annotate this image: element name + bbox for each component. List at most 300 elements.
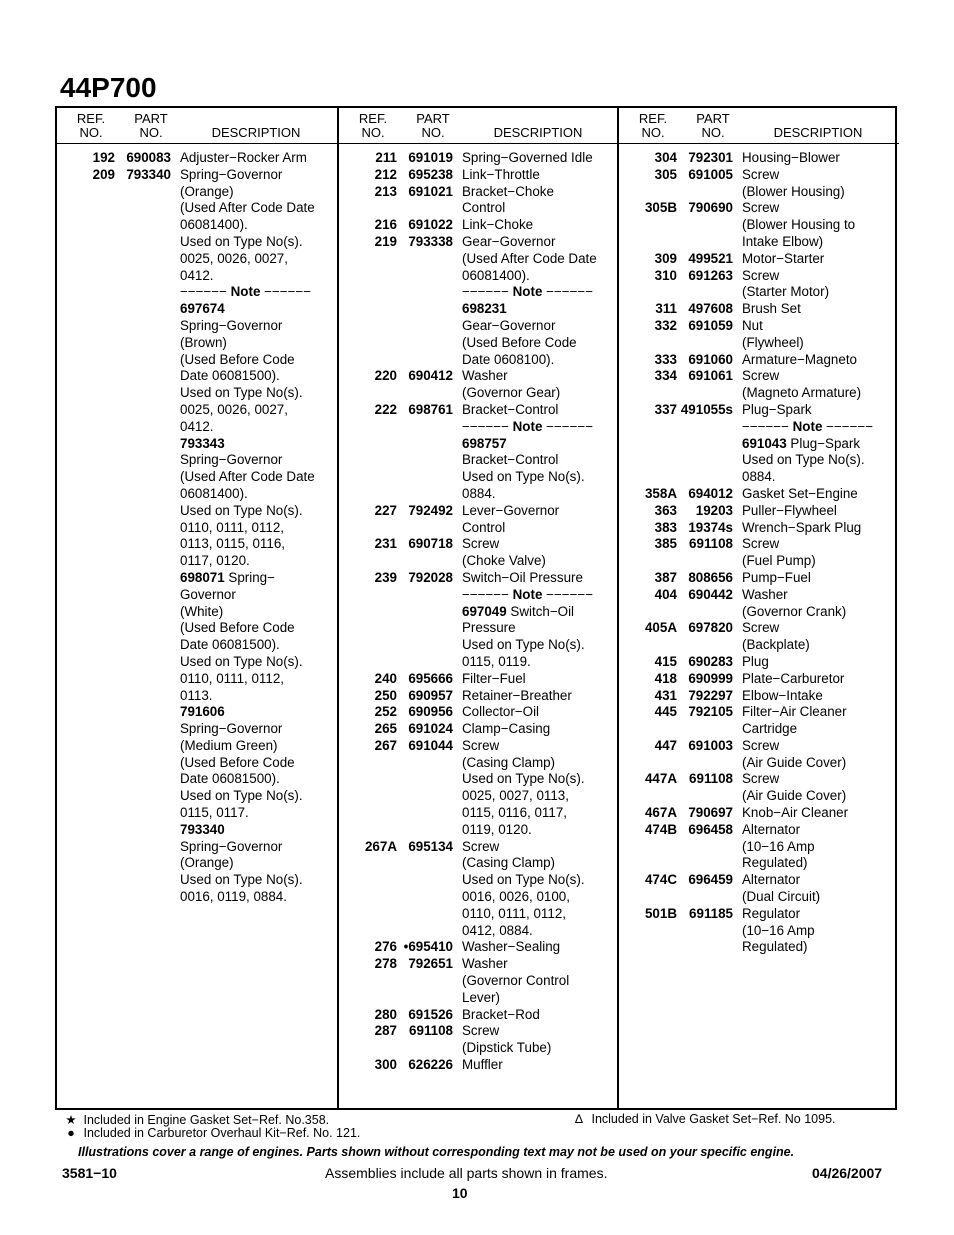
part-description xyxy=(742,368,897,402)
part-row xyxy=(619,906,899,956)
description-line: Used on Type No(s). xyxy=(462,469,585,485)
description-line: (Used After Code Date xyxy=(180,469,315,485)
part-number: 695134 xyxy=(408,838,453,854)
description-line: 0115, 0117. xyxy=(180,805,249,821)
description-line: Puller−Flywheel xyxy=(742,502,837,518)
description-line: 691043 Plug−Spark xyxy=(742,435,861,451)
footnote-text: Included in Valve Gasket Set−Ref. No 1095. xyxy=(591,1112,836,1126)
part-number: 695238 xyxy=(408,166,453,182)
part-description xyxy=(462,503,617,537)
parts-rows xyxy=(57,150,337,906)
ref-number: 363 xyxy=(654,502,677,518)
description-line: Screw xyxy=(462,737,500,753)
description-line: Housing−Blower xyxy=(742,150,840,165)
part-row xyxy=(339,839,619,940)
description-line: Used on Type No(s). xyxy=(180,502,303,518)
part-number: 691019 xyxy=(408,150,453,165)
ref-number: 385 xyxy=(654,536,677,552)
ref-number: 358A xyxy=(644,485,677,501)
part-description xyxy=(180,150,335,167)
description-line: Lever) xyxy=(462,989,500,1005)
part-row xyxy=(339,234,619,368)
part-number: 499521 xyxy=(688,250,733,266)
part-row xyxy=(619,503,899,520)
part-description xyxy=(462,839,617,940)
part-row xyxy=(619,704,899,738)
column-header xyxy=(619,108,899,144)
ref-number: 445 xyxy=(654,704,677,720)
part-number: 690083 xyxy=(126,150,171,165)
part-number: 792028 xyxy=(408,569,453,585)
description-line: Bracket−Choke xyxy=(462,183,554,199)
description-line: Used on Type No(s). xyxy=(180,385,303,401)
part-number: 691005 xyxy=(688,166,733,182)
document-date: 04/26/2007 xyxy=(812,1165,883,1181)
part-description xyxy=(742,872,897,906)
description-line: 0119, 0120. xyxy=(462,821,532,837)
part-row xyxy=(619,268,899,302)
description-line: Knob−Air Cleaner xyxy=(742,805,849,821)
part-row xyxy=(619,654,899,671)
part-row xyxy=(339,671,619,688)
ref-number: 467A xyxy=(644,805,677,821)
part-description xyxy=(742,318,897,352)
part-description xyxy=(742,268,897,302)
description-line: Brush Set xyxy=(742,301,801,317)
description-line: Screw xyxy=(742,267,780,283)
description-line: 0110, 0111, 0112, xyxy=(180,519,284,535)
ref-number: 404 xyxy=(654,586,677,602)
description-line: Elbow−Intake xyxy=(742,687,823,703)
part-row xyxy=(339,368,619,402)
description-line: Screw xyxy=(742,368,780,384)
description-line: (Casing Clamp) xyxy=(462,855,556,871)
ref-number: 415 xyxy=(654,653,677,669)
part-number: 691059 xyxy=(688,317,733,333)
part-row xyxy=(619,872,899,906)
disclaimer: Illustrations cover a range of engines. Parts shown without corresponding text may not be used on your specific engine. xyxy=(78,1145,795,1159)
page-number: 10 xyxy=(452,1185,468,1201)
part-description xyxy=(742,906,897,956)
description-line: Control xyxy=(462,519,506,535)
part-number: 19374s xyxy=(688,519,733,535)
part-number: 691061 xyxy=(688,368,733,384)
description-line: (Air Guide Cover) xyxy=(742,754,847,770)
ref-number: 267A xyxy=(364,838,397,854)
part-description xyxy=(742,352,897,369)
description-line: Spring−Governed Idle xyxy=(462,150,593,165)
description-line: Switch−Oil Pressure xyxy=(462,569,583,585)
part-description xyxy=(462,1007,617,1024)
description-line: (Used Before Code xyxy=(180,351,295,367)
part-row xyxy=(619,318,899,352)
description-line: Regulated) xyxy=(742,855,808,871)
description-line: Plug−Spark xyxy=(742,401,812,417)
description-line: −−−−−− Note −−−−−− xyxy=(462,418,594,434)
description-line: Retainer−Breather xyxy=(462,687,572,703)
ref-number: 278 xyxy=(374,956,397,972)
part-row xyxy=(619,301,899,318)
parts-column-2 xyxy=(337,108,619,1108)
description-line: 06081400). xyxy=(462,267,530,283)
description-line: (Governor Control xyxy=(462,973,570,989)
description-line: Filter−Air Cleaner xyxy=(742,704,847,720)
part-description xyxy=(462,167,617,184)
description-line: Plate−Carburetor xyxy=(742,670,845,686)
part-description xyxy=(462,721,617,738)
description-line: Used on Type No(s). xyxy=(180,233,303,249)
ref-number: 227 xyxy=(374,502,397,518)
description-line: 0025, 0026, 0027, xyxy=(180,250,288,266)
part-row xyxy=(339,704,619,721)
description-line: Used on Type No(s). xyxy=(462,637,585,653)
part-number: 691022 xyxy=(408,217,453,233)
part-row xyxy=(339,536,619,570)
part-row xyxy=(619,536,899,570)
description-line: Intake Elbow) xyxy=(742,233,824,249)
part-row xyxy=(339,1007,619,1024)
description-line: 0025, 0027, 0113, xyxy=(462,788,569,804)
ref-number: 287 xyxy=(374,1023,397,1039)
description-line: Motor−Starter xyxy=(742,250,825,266)
description-line: 0884. xyxy=(462,485,496,501)
description-line: Regulator xyxy=(742,905,801,921)
part-row xyxy=(339,1057,619,1074)
part-row xyxy=(339,503,619,537)
description-line: 0412, 0884. xyxy=(462,922,533,938)
description-line: (Used Before Code xyxy=(462,334,577,350)
description-line: 698757 xyxy=(462,435,507,451)
part-description xyxy=(742,654,897,671)
description-line: (Backplate) xyxy=(742,637,810,653)
part-number: 691024 xyxy=(408,721,453,737)
part-description xyxy=(742,738,897,772)
description-line: (10−16 Amp xyxy=(742,838,815,854)
description-line: Armature−Magneto xyxy=(742,351,857,367)
parts-table xyxy=(55,106,897,1110)
description-line: Washer−Sealing xyxy=(462,939,561,955)
ref-number: 267 xyxy=(374,737,397,753)
description-line: Bracket−Rod xyxy=(462,1006,540,1022)
description-line: Regulated) xyxy=(742,939,808,955)
description-line: Screw xyxy=(742,620,780,636)
part-number: 691526 xyxy=(408,1006,453,1022)
part-description xyxy=(742,536,897,570)
parts-column-3 xyxy=(617,108,899,1108)
part-number: 694012 xyxy=(688,485,733,501)
description-line: Spring−Governor xyxy=(180,721,283,737)
part-number: 691108 xyxy=(689,771,733,787)
description-line: Link−Throttle xyxy=(462,166,540,182)
part-row xyxy=(57,150,337,167)
description-line: Screw xyxy=(462,536,500,552)
ref-number: 431 xyxy=(654,687,677,703)
description-line: Used on Type No(s). xyxy=(462,872,585,888)
ref-number: 474B xyxy=(644,821,677,837)
ref-number: 212 xyxy=(374,166,397,182)
description-line: (Blower Housing to xyxy=(742,217,856,233)
description-line: (Used Before Code xyxy=(180,754,295,770)
ref-number: 265 xyxy=(374,721,397,737)
part-number: 793340 xyxy=(126,166,171,182)
description-line: Link−Choke xyxy=(462,217,534,233)
ref-number: 219 xyxy=(374,233,397,249)
description-line: 06081400). xyxy=(180,217,248,233)
part-description xyxy=(462,1023,617,1057)
description-line: Spring−Governor xyxy=(180,452,283,468)
description-line: Collector−Oil xyxy=(462,704,540,720)
column-header xyxy=(339,108,619,144)
description-line: 06081400). xyxy=(180,485,248,501)
part-number: 698761 xyxy=(408,401,453,417)
part-description xyxy=(180,167,335,906)
document-number: 3581−10 xyxy=(62,1165,117,1181)
part-description xyxy=(742,251,897,268)
part-number: 792301 xyxy=(688,150,733,165)
description-line: −−−−−− Note −−−−−− xyxy=(462,284,594,300)
part-row xyxy=(619,150,899,167)
description-line: 791606 xyxy=(180,704,225,720)
part-number: 497608 xyxy=(688,301,733,317)
ref-number: 405A xyxy=(644,620,677,636)
part-row xyxy=(619,587,899,621)
part-description xyxy=(742,822,897,872)
description-line: Alternator xyxy=(742,872,801,888)
ref-number: 383 xyxy=(654,519,677,535)
part-description xyxy=(462,738,617,839)
part-number: 491055s xyxy=(680,401,733,417)
delta-symbol: ∆ xyxy=(575,1112,583,1126)
part-description xyxy=(742,520,897,537)
description-line: (Used Before Code xyxy=(180,620,295,636)
part-row xyxy=(339,184,619,218)
description-line: (Used After Code Date xyxy=(180,200,315,216)
part-row xyxy=(619,570,899,587)
part-description xyxy=(462,956,617,1006)
description-line: 0016, 0026, 0100, xyxy=(462,889,570,905)
description-line: Used on Type No(s). xyxy=(742,452,865,468)
part-number: 695666 xyxy=(408,670,453,686)
ref-number: 252 xyxy=(374,704,397,720)
ref-number: 333 xyxy=(654,351,677,367)
description-line: Gear−Governor xyxy=(462,317,556,333)
part-row xyxy=(619,520,899,537)
ref-number: 447 xyxy=(654,737,677,753)
ref-number: 337 xyxy=(654,401,677,417)
ref-no-header: REF. NO. xyxy=(638,111,668,140)
description-line: Bracket−Control xyxy=(462,401,559,417)
part-number: 691185 xyxy=(689,905,733,921)
description-line: Date 06081500). xyxy=(180,771,280,787)
ref-number: 250 xyxy=(374,687,397,703)
part-number: 696458 xyxy=(688,821,733,837)
part-number: 790697 xyxy=(688,805,733,821)
description-line: 0117, 0120. xyxy=(180,553,250,569)
ref-number: 209 xyxy=(92,166,115,182)
ref-number: 310 xyxy=(654,267,677,283)
part-number: 792297 xyxy=(688,687,733,703)
part-row xyxy=(339,1023,619,1057)
description-line: 0884. xyxy=(742,469,776,485)
description-line: Washer xyxy=(742,586,788,602)
description-line: (Governor Crank) xyxy=(742,603,847,619)
ref-number: 447A xyxy=(644,771,677,787)
part-row xyxy=(339,402,619,503)
ref-no-header: REF. NO. xyxy=(76,111,106,140)
part-description xyxy=(462,704,617,721)
description-line: (Dipstick Tube) xyxy=(462,1040,552,1056)
part-description xyxy=(742,503,897,520)
part-row xyxy=(619,486,899,503)
part-row xyxy=(619,738,899,772)
description-line: Lever−Governor xyxy=(462,502,560,518)
part-description xyxy=(462,150,617,167)
part-description xyxy=(462,536,617,570)
part-number: 690957 xyxy=(408,687,453,703)
description-line: (Governor Gear) xyxy=(462,385,561,401)
part-row xyxy=(619,368,899,402)
part-description xyxy=(462,688,617,705)
description-line: Used on Type No(s). xyxy=(180,872,303,888)
part-number: 690442 xyxy=(688,586,733,602)
description-line: Washer xyxy=(462,956,508,972)
part-description xyxy=(462,217,617,234)
part-description xyxy=(462,1057,617,1074)
part-number: 690718 xyxy=(408,536,453,552)
description-line: 0412. xyxy=(180,267,214,283)
description-line: (Medium Green) xyxy=(180,737,278,753)
footnote-carburetor-kit xyxy=(62,1126,360,1140)
description-line: 793340 xyxy=(180,821,225,837)
part-number: 690999 xyxy=(688,670,733,686)
description-line: 793343 xyxy=(180,435,225,451)
part-row xyxy=(339,688,619,705)
part-number: 626226 xyxy=(408,1057,453,1073)
star-symbol: ★ xyxy=(65,1113,77,1127)
description-line: Filter−Fuel xyxy=(462,670,526,686)
ref-number: 239 xyxy=(374,569,397,585)
part-description xyxy=(742,771,897,805)
part-number: 697820 xyxy=(688,620,733,636)
bullet-symbol: ● xyxy=(67,1126,75,1140)
ref-number: 305 xyxy=(654,166,677,182)
description-line: Screw xyxy=(462,838,500,854)
description-line: 0115, 0116, 0117, xyxy=(462,805,567,821)
part-description xyxy=(462,939,617,956)
ref-number: 220 xyxy=(374,368,397,384)
description-line: Date 06081500). xyxy=(180,637,280,653)
description-line: 0115, 0119. xyxy=(462,653,531,669)
part-row xyxy=(339,939,619,956)
part-number: 696459 xyxy=(688,872,733,888)
description-line: Date 0608100). xyxy=(462,351,555,367)
part-description xyxy=(742,671,897,688)
part-description xyxy=(462,234,617,368)
description-line: (Fuel Pump) xyxy=(742,553,816,569)
part-description xyxy=(462,368,617,402)
ref-number: 311 xyxy=(655,301,677,317)
part-description xyxy=(742,570,897,587)
description-line: (Brown) xyxy=(180,334,227,350)
part-description xyxy=(742,402,897,486)
part-number: 691108 xyxy=(689,536,733,552)
ref-no-header: REF. NO. xyxy=(358,111,388,140)
part-row xyxy=(339,956,619,1006)
ref-number: 334 xyxy=(654,368,677,384)
description-line: 698231 xyxy=(462,301,507,317)
description-line: Adjuster−Rocker Arm xyxy=(180,150,307,165)
part-no-header: PART NO. xyxy=(134,111,168,140)
ref-number: 231 xyxy=(374,536,397,552)
part-row xyxy=(619,620,899,654)
description-line: (Casing Clamp) xyxy=(462,754,556,770)
description-line: Screw xyxy=(742,737,780,753)
footnote-valve-gasket xyxy=(570,1112,836,1126)
part-number: 691003 xyxy=(688,737,733,753)
part-description xyxy=(742,200,897,250)
page-title: 44P700 xyxy=(60,72,157,103)
description-line: Gasket Set−Engine xyxy=(742,485,858,501)
ref-number: 305B xyxy=(644,200,677,216)
part-number: 691263 xyxy=(688,267,733,283)
description-line: Screw xyxy=(742,771,780,787)
description-line: (Blower Housing) xyxy=(742,183,845,199)
description-line: Wrench−Spark Plug xyxy=(742,519,862,535)
description-line: Gear−Governor xyxy=(462,233,556,249)
part-row xyxy=(619,688,899,705)
ref-number: 300 xyxy=(374,1057,397,1073)
description-line: 0110, 0111, 0112, xyxy=(462,905,566,921)
ref-number: 222 xyxy=(374,401,397,417)
part-row xyxy=(619,200,899,250)
part-description xyxy=(742,704,897,738)
description-line: Clamp−Casing xyxy=(462,721,551,737)
part-number: •695410 xyxy=(403,939,453,955)
part-description xyxy=(742,167,897,201)
part-row xyxy=(339,570,619,671)
description-header: DESCRIPTION xyxy=(773,125,863,140)
description-line: (Dual Circuit) xyxy=(742,889,821,905)
description-line: Control xyxy=(462,200,506,216)
ref-number: 211 xyxy=(375,150,397,165)
part-description xyxy=(742,620,897,654)
part-number: 690956 xyxy=(408,704,453,720)
description-line: (Air Guide Cover) xyxy=(742,788,847,804)
part-row xyxy=(339,167,619,184)
part-number: 792492 xyxy=(408,502,453,518)
description-line: −−−−−− Note −−−−−− xyxy=(462,586,594,602)
description-line: (Used After Code Date xyxy=(462,250,597,266)
description-line: Plug xyxy=(742,653,769,669)
part-row xyxy=(339,217,619,234)
part-description xyxy=(462,402,617,503)
ref-number: 309 xyxy=(654,250,677,266)
part-row xyxy=(339,150,619,167)
part-row xyxy=(619,167,899,201)
part-description xyxy=(462,570,617,671)
description-line: (Choke Valve) xyxy=(462,553,546,569)
description-line: Nut xyxy=(742,317,763,333)
part-number: 690283 xyxy=(688,653,733,669)
assembly-note: Assemblies include all parts shown in frames. xyxy=(325,1165,608,1181)
description-line: (Starter Motor) xyxy=(742,284,830,300)
part-description xyxy=(462,184,617,218)
part-number: 691108 xyxy=(409,1023,453,1039)
description-line: Spring−Governor xyxy=(180,317,283,333)
part-description xyxy=(742,486,897,503)
part-number: 792105 xyxy=(688,704,733,720)
description-line: Used on Type No(s). xyxy=(180,653,303,669)
